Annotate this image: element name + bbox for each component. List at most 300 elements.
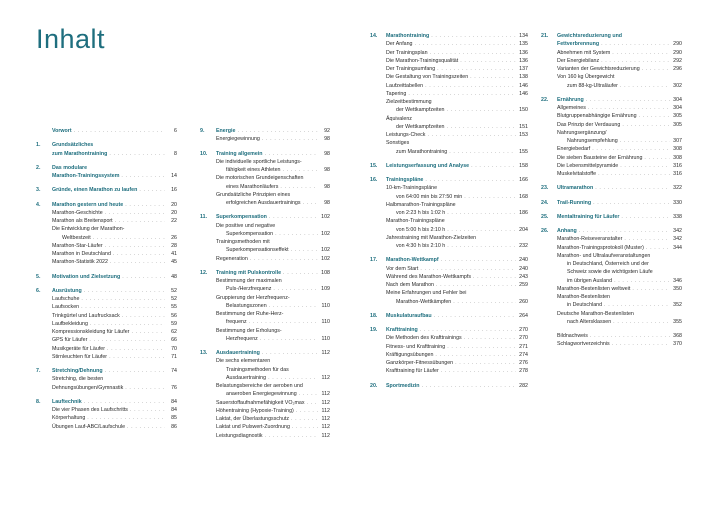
subentry-title: anaeroben Energiegewinnung (226, 391, 297, 398)
dot-leader (447, 242, 516, 250)
toc-entry (370, 289, 528, 297)
page-number: 112 (321, 399, 330, 406)
toc-entry (370, 242, 528, 250)
toc-section (370, 326, 528, 376)
subentry-title: von 64:00 min bis 27:50 min (396, 193, 463, 200)
page-number: 110 (321, 302, 330, 309)
page-number: 59 (171, 320, 177, 327)
toc-entry (370, 139, 528, 147)
chapter-title: Stretching/Dehnung (52, 368, 103, 374)
toc-section (370, 162, 528, 170)
toc-section (370, 176, 528, 250)
toc-entry (36, 303, 177, 311)
dot-leader (473, 273, 516, 281)
toc-entry (36, 414, 177, 422)
page-number: 55 (171, 304, 177, 311)
toc-entry (541, 213, 682, 221)
chapter-title: Marathon gestern und heute (52, 201, 124, 208)
dot-leader (624, 235, 670, 243)
toc-entry (200, 415, 330, 423)
toc-section (36, 127, 177, 135)
toc-entry (200, 246, 330, 254)
page-number: 296 (673, 66, 682, 72)
subentry-title: Halbmarathon-Trainingspläne (386, 201, 456, 208)
toc-section (541, 332, 682, 349)
subentry-title: zum 88-kg-Ultraläufer (567, 82, 618, 89)
chapter-title: Marathontraining (386, 33, 430, 39)
toc-entry (370, 49, 528, 57)
dot-leader (303, 199, 319, 207)
chapter-title: Training mit Pulskontrolle (216, 269, 282, 276)
page-number: 22 (171, 218, 177, 224)
toc-entry (370, 176, 528, 184)
chapter-number: 10. (200, 150, 208, 157)
chapter-number: 20. (370, 382, 378, 389)
subentry-title: Bestimmung der Erholungs- (216, 327, 282, 334)
toc-entry (370, 184, 528, 192)
toc-entry (200, 191, 330, 199)
page-number: 98 (324, 183, 330, 190)
toc-entry (541, 227, 682, 235)
page-number: 264 (519, 312, 528, 319)
toc-section (541, 213, 682, 221)
toc-entry (541, 49, 682, 57)
toc-entry (36, 186, 177, 194)
subentry-title: frequenz (226, 319, 247, 326)
chapter-number: 24. (541, 199, 549, 206)
chapter-title: Energie (216, 128, 236, 134)
toc-entry (541, 96, 682, 104)
toc-entry (541, 285, 682, 293)
page-number: 102 (321, 214, 330, 221)
toc-entry (200, 277, 330, 285)
page-number: 290 (673, 41, 682, 48)
toc-entry (200, 230, 330, 238)
toc-entry (370, 343, 528, 351)
chapter-number: 2. (36, 164, 41, 171)
toc-section (370, 32, 528, 156)
dot-leader (296, 407, 318, 415)
subentry-title: Marathon-Trainingsprotokoll (Muster) (557, 244, 644, 251)
subentry-title: Die positive und negative (216, 222, 276, 229)
dot-leader (268, 374, 318, 382)
dot-leader (612, 49, 670, 57)
chapter-title: Gewichtsreduzierung und (557, 33, 623, 39)
chapter-number: 7. (36, 368, 41, 374)
page-number: 136 (519, 57, 528, 64)
chapter-number: 4. (36, 201, 41, 208)
subentry-title: Die sechs elementaren (216, 358, 271, 365)
toc-entry (370, 359, 528, 367)
dot-leader (292, 423, 318, 431)
subentry-title: Marathon-Geschichte (52, 209, 103, 216)
toc-section (36, 287, 177, 361)
subentry-title: Marathon-Trainingspläne (386, 218, 445, 225)
subentry-title: Marathon in Deutschland (52, 251, 111, 257)
page-number: 276 (519, 360, 528, 366)
chapter-number: 21. (541, 33, 549, 39)
subentry-title: Allgemeines (557, 105, 586, 111)
dot-leader (446, 106, 516, 114)
toc-entry (200, 183, 330, 191)
dot-leader (81, 303, 165, 311)
toc-entry (370, 73, 528, 81)
toc-entry (36, 328, 177, 336)
chapter-title: Fettverbrennung (557, 41, 600, 48)
dot-leader (614, 277, 670, 285)
chapter-number: 14. (370, 33, 378, 39)
page-number: 102 (321, 255, 330, 262)
page-number: 338 (673, 213, 682, 220)
page-number: 370 (673, 341, 682, 348)
subentry-title: erfolgreichen Ausdauertrainings (226, 200, 301, 206)
subentry-title: Marathon-Bestenlisten (557, 294, 610, 300)
chapter-title: Ausrüstung (52, 287, 82, 294)
toc-entry (541, 184, 682, 192)
dot-leader (265, 432, 318, 440)
subentry-title: Laufschuhe (52, 296, 80, 302)
toc-entry (541, 235, 682, 243)
page-number: 110 (321, 335, 330, 342)
page-number: 52 (171, 296, 177, 302)
page-number: 150 (519, 107, 528, 114)
toc-entry (36, 127, 177, 135)
dot-leader (122, 273, 165, 281)
toc-entry (36, 406, 177, 414)
toc-entry (370, 273, 528, 281)
page-number: 166 (519, 177, 528, 183)
toc-entry (36, 258, 177, 266)
chapter-title: Marathon-Trainingssystem (52, 173, 120, 179)
subentry-title: Puls-/Herzfrequenz (226, 286, 272, 293)
toc-section (36, 201, 177, 267)
dot-leader (84, 398, 165, 406)
chapter-title: Leistungserfassung und Analyse (386, 162, 470, 169)
dot-leader (471, 162, 516, 170)
subentry-title: Kräftigungsübungen (386, 351, 434, 358)
chapter-number: 25. (541, 213, 549, 220)
subentry-title: Marathon- und Ultralaufveranstaltungen (557, 252, 651, 259)
toc-entry (370, 234, 528, 242)
subentry-title: Die sieben Bausteine der Ernährung (557, 154, 643, 161)
toc-entry (200, 285, 330, 293)
page-number: 76 (171, 384, 177, 391)
toc-entry (541, 154, 682, 162)
dot-leader (262, 135, 318, 143)
subentry-title: Jahrestraining mit Marathon-Zielzeiten (386, 234, 477, 241)
toc-section (370, 382, 528, 390)
toc-entry (200, 127, 330, 135)
page-number: 71 (171, 353, 177, 360)
dot-leader (449, 148, 516, 156)
page-number: 16 (171, 187, 177, 194)
page-number: 368 (673, 333, 682, 339)
subentry-title: Herzfrequenz (226, 335, 258, 342)
toc-entry (370, 32, 528, 40)
dot-leader (620, 162, 670, 170)
subentry-title: Belastungszonen (226, 302, 267, 309)
page-number: 112 (321, 432, 330, 439)
page-number: 112 (321, 391, 330, 398)
subentry-title: Leistungsdiagnostik (216, 432, 263, 439)
toc-section (200, 213, 330, 263)
subentry-title: Die Marathon-Trainingsqualität (386, 57, 459, 64)
toc-entry (541, 318, 682, 326)
dot-leader (115, 217, 165, 225)
toc-entry (200, 349, 330, 357)
subentry-title: Nach dem Marathon (386, 282, 434, 288)
subentry-title: Von 160 kg Übergewicht (557, 74, 615, 81)
subentry-title: Blutgruppenabhängige Ernährung (557, 113, 637, 120)
toc-entry (541, 310, 682, 318)
dot-leader (125, 384, 165, 392)
page-number: 134 (519, 33, 528, 39)
toc-column-4 (541, 32, 682, 349)
dot-leader (237, 127, 318, 135)
subentry-title: der Wettkampfzeiten (396, 107, 445, 114)
dot-leader (441, 367, 516, 375)
dot-leader (109, 353, 165, 361)
dot-leader (110, 258, 165, 266)
toc-entry (541, 277, 682, 285)
dot-leader (408, 90, 516, 98)
subentry-title: Trainingsmethoden mit (216, 239, 270, 245)
subentry-title: Energiebedarf (557, 146, 591, 153)
page-number: 108 (321, 269, 330, 276)
toc-entry (200, 423, 330, 431)
dot-leader (260, 335, 318, 343)
toc-entry (200, 390, 330, 398)
dot-leader (590, 332, 670, 340)
toc-entry (370, 326, 528, 334)
toc-entry (200, 174, 330, 182)
subentry-title: Marathon-Statistik 2022 (52, 259, 108, 266)
page-number: 8 (174, 150, 177, 157)
page-number: 344 (673, 244, 682, 251)
subentry-title: Der Trainingsumfang (386, 66, 436, 72)
toc-entry (36, 312, 177, 320)
chapter-title: Gründe, einen Marathon zu laufen (52, 187, 138, 194)
toc-entry (541, 145, 682, 153)
toc-entry (541, 121, 682, 129)
subentry-title: Vor dem Start (386, 265, 419, 272)
toc-entry (200, 199, 330, 207)
chapter-number: 18. (370, 312, 378, 319)
subentry-title: Krafttraining für Läufer (386, 368, 439, 375)
toc-entry (200, 382, 330, 390)
dot-leader (105, 209, 165, 217)
dot-leader (593, 199, 670, 207)
chapter-title: Trainingspläne (386, 177, 424, 183)
page-number: 146 (519, 90, 528, 97)
subentry-title: Sauerstoffaufnahmefähigkeit VO₂max (216, 399, 305, 406)
dot-leader (646, 244, 670, 252)
toc-section (36, 367, 177, 392)
subentry-title: Tapering (386, 90, 407, 97)
page-number: 278 (519, 368, 528, 375)
dot-leader (588, 104, 670, 112)
dot-leader (644, 154, 670, 162)
toc-entry (370, 334, 528, 342)
subentry-title: Ausdauertraining (226, 374, 267, 381)
subentry-title: Die Entwicklung der Marathon- (52, 226, 125, 233)
subentry-title: Marathon-Bestenlisten weltweit (557, 285, 631, 292)
toc-entry (370, 40, 528, 48)
toc-entry (200, 238, 330, 246)
chapter-number: 22. (541, 96, 549, 103)
subentry-title: Die Methoden des Krafttrainings (386, 335, 462, 342)
toc-entry (541, 340, 682, 348)
dot-leader (639, 112, 670, 120)
dot-leader (299, 390, 318, 398)
subentry-title: Sonstiges (386, 140, 410, 147)
page-number: 271 (519, 343, 528, 350)
dot-leader (127, 423, 165, 431)
page-number: 151 (519, 123, 528, 130)
page-number: 305 (673, 113, 682, 120)
toc-entry (370, 148, 528, 156)
dot-leader (420, 326, 516, 334)
subentry-title: von 2:23 h bis 1:02 h (396, 210, 446, 216)
toc-section (200, 150, 330, 208)
toc-entry (200, 135, 330, 143)
dot-leader (283, 269, 318, 277)
subentry-title: Marathon-Star-Läufer (52, 242, 103, 249)
dot-leader (89, 336, 165, 344)
page-number: 270 (519, 327, 528, 333)
toc-section (541, 184, 682, 192)
toc-entry (36, 295, 177, 303)
toc-entry (541, 104, 682, 112)
chapter-title: Marathon-Wettkampf (386, 257, 439, 264)
page-number: 153 (519, 132, 528, 138)
page-number: 146 (519, 82, 528, 89)
page-number: 84 (171, 407, 177, 413)
subentry-title: Marathon-Reiseveranstalter (557, 236, 623, 243)
page-number: 20 (171, 209, 177, 216)
chapter-title: Sportmedizin (386, 382, 420, 389)
dot-leader (422, 382, 516, 390)
chapter-title: Das modulare (52, 164, 88, 171)
dot-leader (262, 349, 318, 357)
toc-entry (200, 327, 330, 335)
toc-entry (200, 269, 330, 277)
subentry-title: Kompressionskleidung für Läufer (52, 329, 130, 335)
page-number: 26 (171, 234, 177, 241)
chapter-title: Trail-Running (557, 199, 592, 206)
page-number: 102 (321, 247, 330, 254)
toc-entry (36, 242, 177, 250)
page-number: 168 (519, 193, 528, 200)
toc-entry (541, 199, 682, 207)
subentry-title: Bestimmung der maximalen (216, 278, 282, 284)
dot-leader (269, 213, 318, 221)
page-number: 308 (673, 154, 682, 161)
toc-entry (200, 150, 330, 158)
dot-leader (470, 73, 516, 81)
toc-entry (541, 332, 682, 340)
subentry-title: Bildnachweis (557, 333, 588, 339)
page-number: 270 (519, 335, 528, 342)
chapter-number: 8. (36, 398, 41, 405)
chapter-title: Anhang (557, 228, 577, 234)
page-number: 112 (321, 374, 330, 381)
dot-leader (613, 318, 670, 326)
dot-leader (592, 145, 670, 153)
toc-entry (36, 217, 177, 225)
toc-entry (36, 164, 177, 172)
subentry-title: 10-km-Trainingspläne (386, 185, 438, 192)
toc-section (36, 186, 177, 194)
chapter-number: 17. (370, 257, 378, 264)
toc-entry (36, 375, 177, 383)
toc-entry (36, 225, 177, 233)
page-number: 14 (171, 173, 177, 179)
page-number: 45 (171, 259, 177, 266)
toc-entry (36, 172, 177, 180)
toc-section (370, 256, 528, 306)
toc-section (36, 141, 177, 158)
subentry-title: der Wettkampfzeiten (396, 123, 445, 130)
subentry-title: Superkompensation (226, 230, 274, 237)
chapter-number: 16. (370, 177, 378, 183)
toc-section (36, 398, 177, 431)
toc-entry (370, 106, 528, 114)
dot-leader (601, 57, 670, 65)
subentry-title: Das Prinzip der Verdauung (557, 121, 621, 128)
dot-leader (598, 170, 670, 178)
subentry-title: Zielzeitbestimmung (386, 99, 432, 105)
page-number: 110 (321, 319, 330, 326)
subentry-title: Laufzeittabellen (386, 82, 424, 89)
page-number: 112 (321, 407, 330, 414)
subentry-title: Regeneration (216, 255, 248, 262)
dot-leader (280, 183, 318, 191)
subentry-title: Laktat, der Überlastungsschutz (216, 416, 290, 422)
chapter-title: Training allgemein (216, 150, 263, 157)
dot-leader (447, 209, 516, 217)
page-number: 240 (519, 265, 528, 272)
page-number: 204 (519, 226, 528, 233)
toc-entry (370, 226, 528, 234)
toc-entry (36, 345, 177, 353)
toc-entry (36, 209, 177, 217)
dot-leader (464, 334, 516, 342)
page-number: 158 (519, 162, 528, 169)
toc-entry (370, 162, 528, 170)
subentry-title: Marathon als Breitensport (52, 218, 113, 224)
toc-entry (541, 252, 682, 260)
page-title: Inhalt (36, 24, 106, 54)
dot-leader (291, 246, 318, 254)
toc-entry (200, 318, 330, 326)
page-number: 259 (519, 282, 528, 288)
page-number: 70 (171, 345, 177, 352)
page-number: 282 (519, 382, 528, 389)
dot-leader (436, 281, 516, 289)
toc-entry (370, 82, 528, 90)
dot-leader (415, 40, 516, 48)
chapter-title: Krafttraining (386, 327, 418, 333)
page-number: 136 (519, 49, 528, 56)
dot-leader (601, 40, 670, 48)
subentry-title: Deutsche Marathon-Bestenlisten (557, 310, 634, 317)
page-number: 342 (673, 228, 682, 234)
page-number: 316 (673, 171, 682, 177)
toc-entry (36, 398, 177, 406)
subentry-title: nach Altersklassen (567, 318, 612, 325)
subentry-title: Laufbekleidung (52, 320, 88, 327)
